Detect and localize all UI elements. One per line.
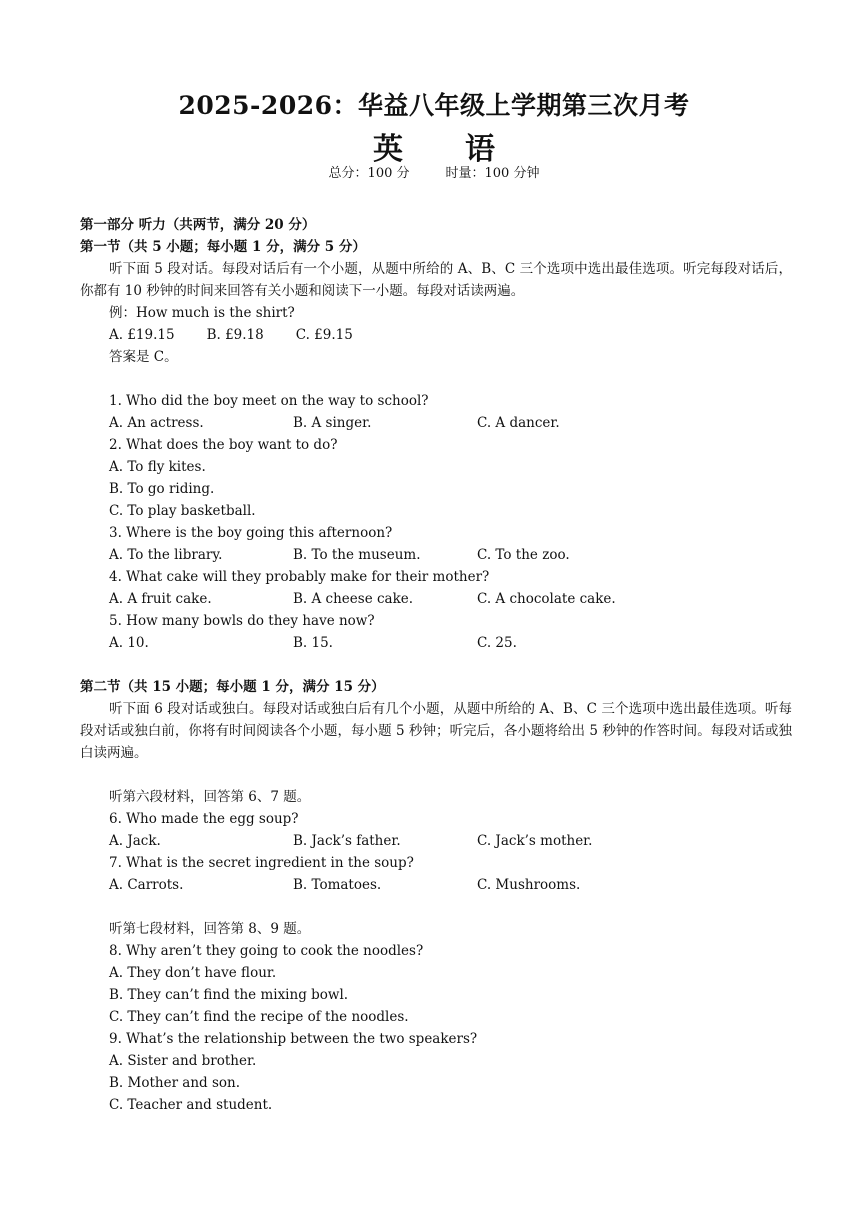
- material-7-intro: 听第七段材料，回答第 8、9 题。: [109, 921, 311, 937]
- example-options: [80, 324, 792, 346]
- question-6-options: [80, 830, 792, 852]
- option-a: A. Sister and brother.: [109, 1053, 257, 1069]
- section1-instructions: 听下面 5 段对话。每段对话后有一个小题，从题中所给的 A、B、C 三个选项中选出最佳选项。听完每段对话后，你都有 10 秒钟的时间来回答有关小题和阅读下一小题。每段对话读两遍。: [80, 261, 792, 299]
- exam-content: [80, 214, 792, 1116]
- option-c: C. To the zoo.: [477, 547, 570, 563]
- question-1: 1. Who did the boy meet on the way to school?: [109, 393, 429, 409]
- example-question: 例：How much is the shirt?: [109, 305, 295, 321]
- question-1-options: [80, 412, 792, 434]
- part1-heading: 第一部分 听力（共两节，满分 20 分）: [80, 217, 316, 233]
- question-4-options: [80, 588, 792, 610]
- question-6: 6. Who made the egg soup?: [109, 811, 299, 827]
- option-a: A. A fruit cake.: [109, 591, 212, 607]
- section2-heading: 第二节（共 15 小题；每小题 1 分，满分 15 分）: [80, 679, 385, 695]
- question-8: 8. Why aren’t they going to cook the noodles?: [109, 943, 424, 959]
- option-a: A. To the library.: [109, 547, 223, 563]
- example-option-b: B. £9.18: [206, 327, 264, 343]
- question-4: 4. What cake will they probably make for their mother?: [109, 569, 490, 585]
- question-5: 5. How many bowls do they have now?: [109, 613, 375, 629]
- question-7-options: [80, 874, 792, 896]
- option-c: C. They can’t find the recipe of the noodles.: [109, 1009, 409, 1025]
- exam-title: 2025-2026：华益八年级上学期第三次月考: [178, 91, 690, 120]
- question-2: 2. What does the boy want to do?: [109, 437, 338, 453]
- option-a: A. An actress.: [109, 415, 204, 431]
- example-option-a: A. £19.15: [109, 327, 175, 343]
- option-b: B. A singer.: [293, 415, 372, 431]
- option-b: B. Jack’s father.: [293, 833, 401, 849]
- option-b: B. To the museum.: [293, 547, 421, 563]
- option-a: A. Carrots.: [109, 877, 184, 893]
- option-a: A. To fly kites.: [109, 459, 206, 475]
- option-b: B. To go riding.: [109, 481, 215, 497]
- option-b: B. 15.: [293, 635, 333, 651]
- question-3-options: [80, 544, 792, 566]
- exam-subject: 英 语: [373, 132, 511, 167]
- option-c: C. To play basketball.: [109, 503, 256, 519]
- option-c: C. Jack’s mother.: [477, 833, 593, 849]
- option-c: C. Mushrooms.: [477, 877, 581, 893]
- section1-heading: 第一节（共 5 小题；每小题 1 分，满分 5 分）: [80, 239, 366, 255]
- material-6-intro: 听第六段材料，回答第 6、7 题。: [109, 789, 311, 805]
- time-limit: 时量：100 分钟: [445, 166, 540, 181]
- option-c: C. 25.: [477, 635, 517, 651]
- option-a: A. Jack.: [109, 833, 161, 849]
- question-5-options: [80, 632, 792, 654]
- option-b: B. A cheese cake.: [293, 591, 414, 607]
- question-9: 9. What’s the relationship between the two speakers?: [109, 1031, 478, 1047]
- exam-meta: [0, 162, 868, 181]
- option-b: B. They can’t find the mixing bowl.: [109, 987, 349, 1003]
- option-c: C. Teacher and student.: [109, 1097, 273, 1113]
- example-option-c: C. £9.15: [295, 327, 353, 343]
- section2-instructions: 听下面 6 段对话或独白。每段对话或独白后有几个小题，从题中所给的 A、B、C 三个选项中选出最佳选项。听每段对话或独白前，你将有时间阅读各个小题，每小题 5 秒钟；听完后，各小题将给出 5 秒钟的作答时间。每段对话或独白读两遍。: [80, 701, 792, 761]
- question-3: 3. Where is the boy going this afternoon?: [109, 525, 393, 541]
- option-b: B. Mother and son.: [109, 1075, 241, 1091]
- option-c: C. A chocolate cake.: [477, 591, 616, 607]
- option-a: A. 10.: [109, 635, 149, 651]
- option-a: A. They don’t have flour.: [109, 965, 277, 981]
- example-answer: 答案是 C。: [109, 349, 178, 365]
- option-c: C. A dancer.: [477, 415, 560, 431]
- total-score: 总分：100 分: [328, 166, 410, 181]
- option-b: B. Tomatoes.: [293, 877, 382, 893]
- question-7: 7. What is the secret ingredient in the soup?: [109, 855, 414, 871]
